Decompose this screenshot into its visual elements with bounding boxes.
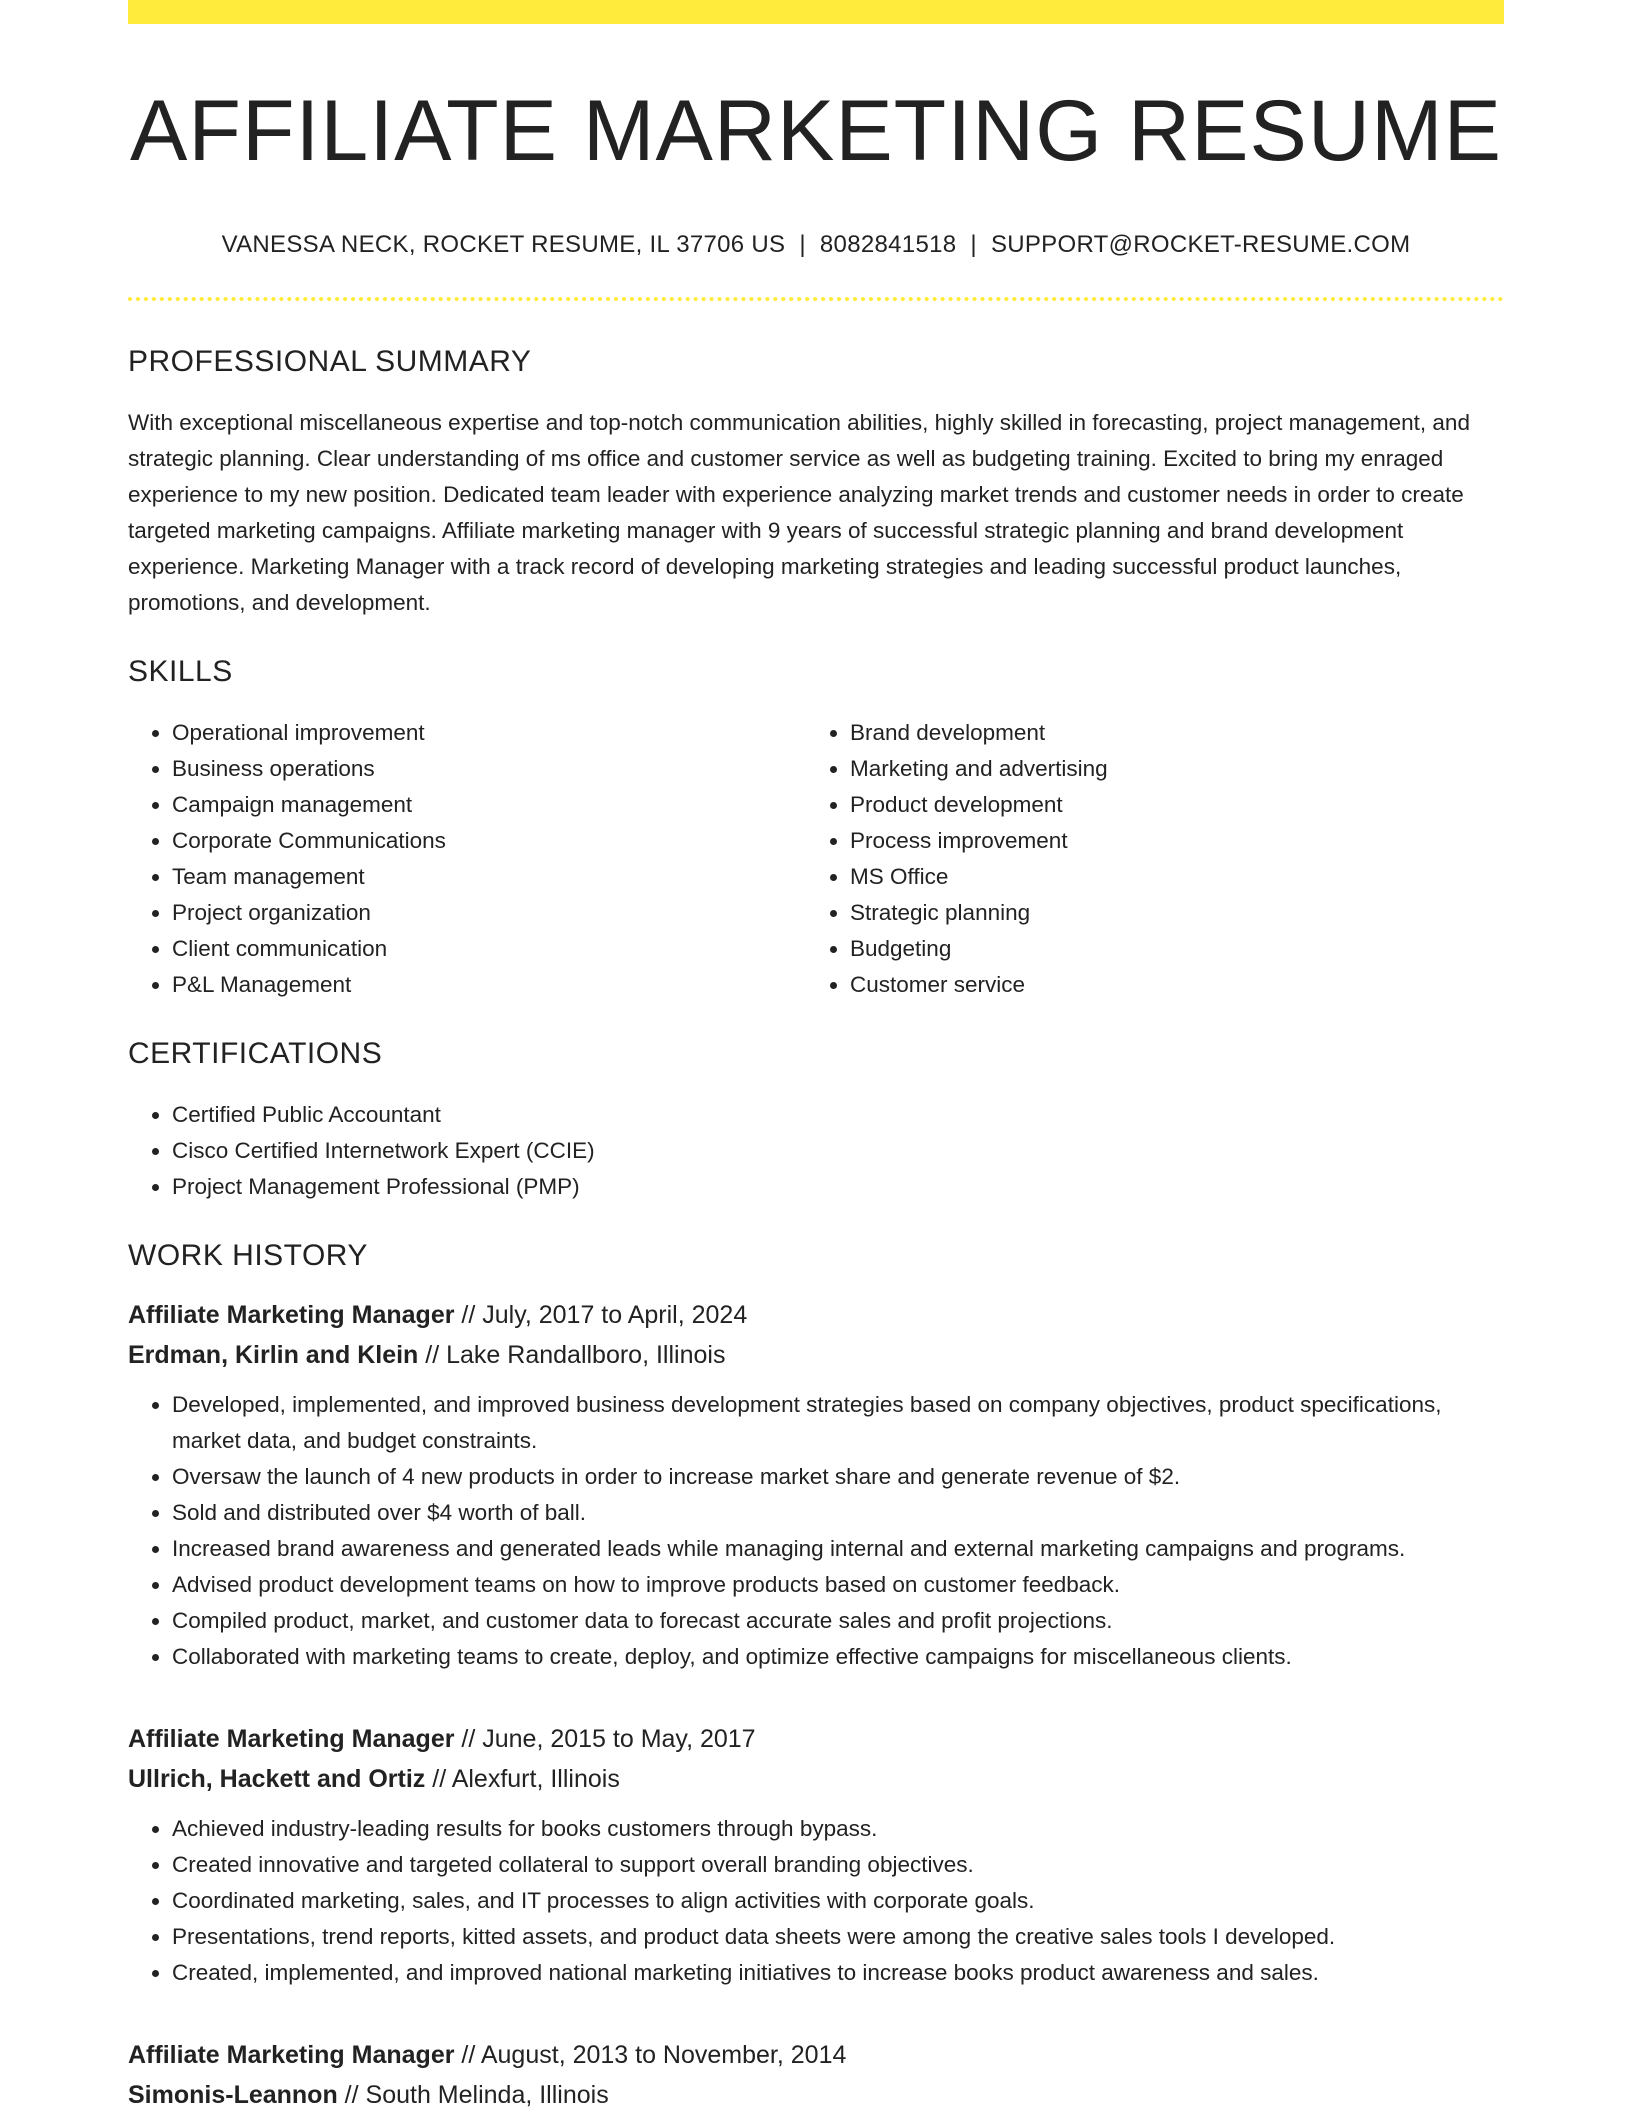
job-bullet: • Developed, implemented, and improved business development strategies based on company objectives, product specifications, market data, and budget constraints. — [172, 1387, 1504, 1459]
contact-email[interactable]: SUPPORT@ROCKET-RESUME.COM — [990, 230, 1411, 258]
skill-item: • Corporate Communications — [172, 823, 806, 859]
job-bullet: • Collaborated with marketing teams to create, deploy, and optimize effective campaigns for miscellaneous clients. — [172, 1639, 1504, 1675]
accent-bar — [128, 0, 1504, 24]
job-entry — [128, 1295, 1504, 1675]
certification-item: • Certified Public Accountant — [172, 1097, 1504, 1133]
job-bullet: • Created innovative and targeted collateral to support overall branding objectives. — [172, 1847, 1504, 1883]
job-location: // South Melinda, Illinois — [337, 2080, 609, 2109]
contact-separator: | — [799, 230, 806, 258]
job-dates: // July, 2017 to April, 2024 — [454, 1300, 748, 1329]
work-history-heading: WORK HISTORY — [128, 1238, 368, 1272]
skill-item: • MS Office — [850, 859, 1484, 895]
skill-item: • P&L Management — [172, 967, 806, 1003]
skill-item: • Campaign management — [172, 787, 806, 823]
dotted-divider — [128, 297, 1504, 301]
job-company-line — [128, 1335, 1504, 1375]
job-company-line — [128, 2075, 1504, 2115]
certification-item: • Cisco Certified Internetwork Expert (CCIE) — [172, 1133, 1504, 1169]
certifications-heading: CERTIFICATIONS — [128, 1036, 383, 1070]
contact-separator: | — [970, 230, 977, 258]
skill-item: • Process improvement — [850, 823, 1484, 859]
contact-phone[interactable]: 8082841518 — [819, 230, 957, 258]
job-bullet: • Increased brand awareness and generated leads while managing internal and external marketing campaigns and programs. — [172, 1531, 1504, 1567]
skill-item: • Strategic planning — [850, 895, 1484, 931]
summary-text: With exceptional miscellaneous expertise and top-notch communication abilities, highly skilled in forecasting, project management, and strategic planning. Clear understanding of ms office and customer service as well as budgeting training. Excited to bring my enraged experience to my new position. Dedicated team leader with experience analyzing market trends and customer needs in order to create targeted marketing campaigns. Affiliate marketing manager with 9 years of successful strategic planning and brand development experience. Marketing Manager with a track record of developing marketing strategies and leading successful product launches, promotions, and development. — [128, 409, 1470, 615]
job-title: Affiliate Marketing Manager — [128, 1724, 455, 1753]
certifications-list — [128, 1097, 1504, 1205]
job-bullets — [128, 1811, 1504, 1991]
job-bullet: • Advised product development teams on how to improve products based on customer feedback. — [172, 1567, 1504, 1603]
skill-item: • Operational improvement — [172, 715, 806, 751]
skill-item: • Product development — [850, 787, 1484, 823]
skills-left-list — [128, 715, 806, 1003]
job-company: Simonis-Leannon — [128, 2080, 338, 2109]
skills-grid — [128, 715, 1504, 1003]
resume-page — [128, 0, 1504, 2115]
skill-item: • Team management — [172, 859, 806, 895]
skill-item: • Business operations — [172, 751, 806, 787]
skill-item: • Marketing and advertising — [850, 751, 1484, 787]
job-bullet: • Oversaw the launch of 4 new products in order to increase market share and generate revenue of $2. — [172, 1459, 1504, 1495]
job-bullet: • Coordinated marketing, sales, and IT processes to align activities with corporate goals. — [172, 1883, 1504, 1919]
summary-heading: PROFESSIONAL SUMMARY — [128, 344, 532, 378]
job-title-line — [128, 1719, 1504, 1759]
job-company: Ullrich, Hackett and Ortiz — [128, 1764, 426, 1793]
job-title: Affiliate Marketing Manager — [128, 1300, 455, 1329]
skills-heading: SKILLS — [128, 654, 233, 688]
job-bullet: • Presentations, trend reports, kitted assets, and product data sheets were among the creative sales tools I developed. — [172, 1919, 1504, 1955]
skills-right-list — [806, 715, 1484, 1003]
contact-line — [128, 231, 1504, 259]
skill-item: • Brand development — [850, 715, 1484, 751]
job-bullets — [128, 1387, 1504, 1675]
job-title-line — [128, 2035, 1504, 2075]
skill-item: • Client communication — [172, 931, 806, 967]
certification-item: • Project Management Professional (PMP) — [172, 1169, 1504, 1205]
job-entry — [128, 2035, 1504, 2115]
job-bullet: • Created, implemented, and improved national marketing initiatives to increase books product awareness and sales. — [172, 1955, 1504, 1991]
job-bullet: • Sold and distributed over $4 worth of ball. — [172, 1495, 1504, 1531]
contact-name-location: VANESSA NECK, ROCKET RESUME, IL 37706 US — [221, 230, 786, 258]
job-company-line — [128, 1759, 1504, 1799]
job-location: // Alexfurt, Illinois — [425, 1764, 620, 1793]
skill-item: • Customer service — [850, 967, 1484, 1003]
job-dates: // August, 2013 to November, 2014 — [454, 2040, 847, 2069]
job-title: Affiliate Marketing Manager — [128, 2040, 455, 2069]
resume-title: AFFILIATE MARKETING RESUME — [130, 83, 1502, 179]
job-dates: // June, 2015 to May, 2017 — [454, 1724, 756, 1753]
job-entry — [128, 1719, 1504, 1991]
job-bullet: • Achieved industry-leading results for books customers through bypass. — [172, 1811, 1504, 1847]
job-location: // Lake Randallboro, Illinois — [418, 1340, 726, 1369]
skill-item: • Budgeting — [850, 931, 1484, 967]
job-company: Erdman, Kirlin and Klein — [128, 1340, 419, 1369]
job-bullet: • Compiled product, market, and customer data to forecast accurate sales and profit projections. — [172, 1603, 1504, 1639]
skill-item: • Project organization — [172, 895, 806, 931]
job-title-line — [128, 1295, 1504, 1335]
